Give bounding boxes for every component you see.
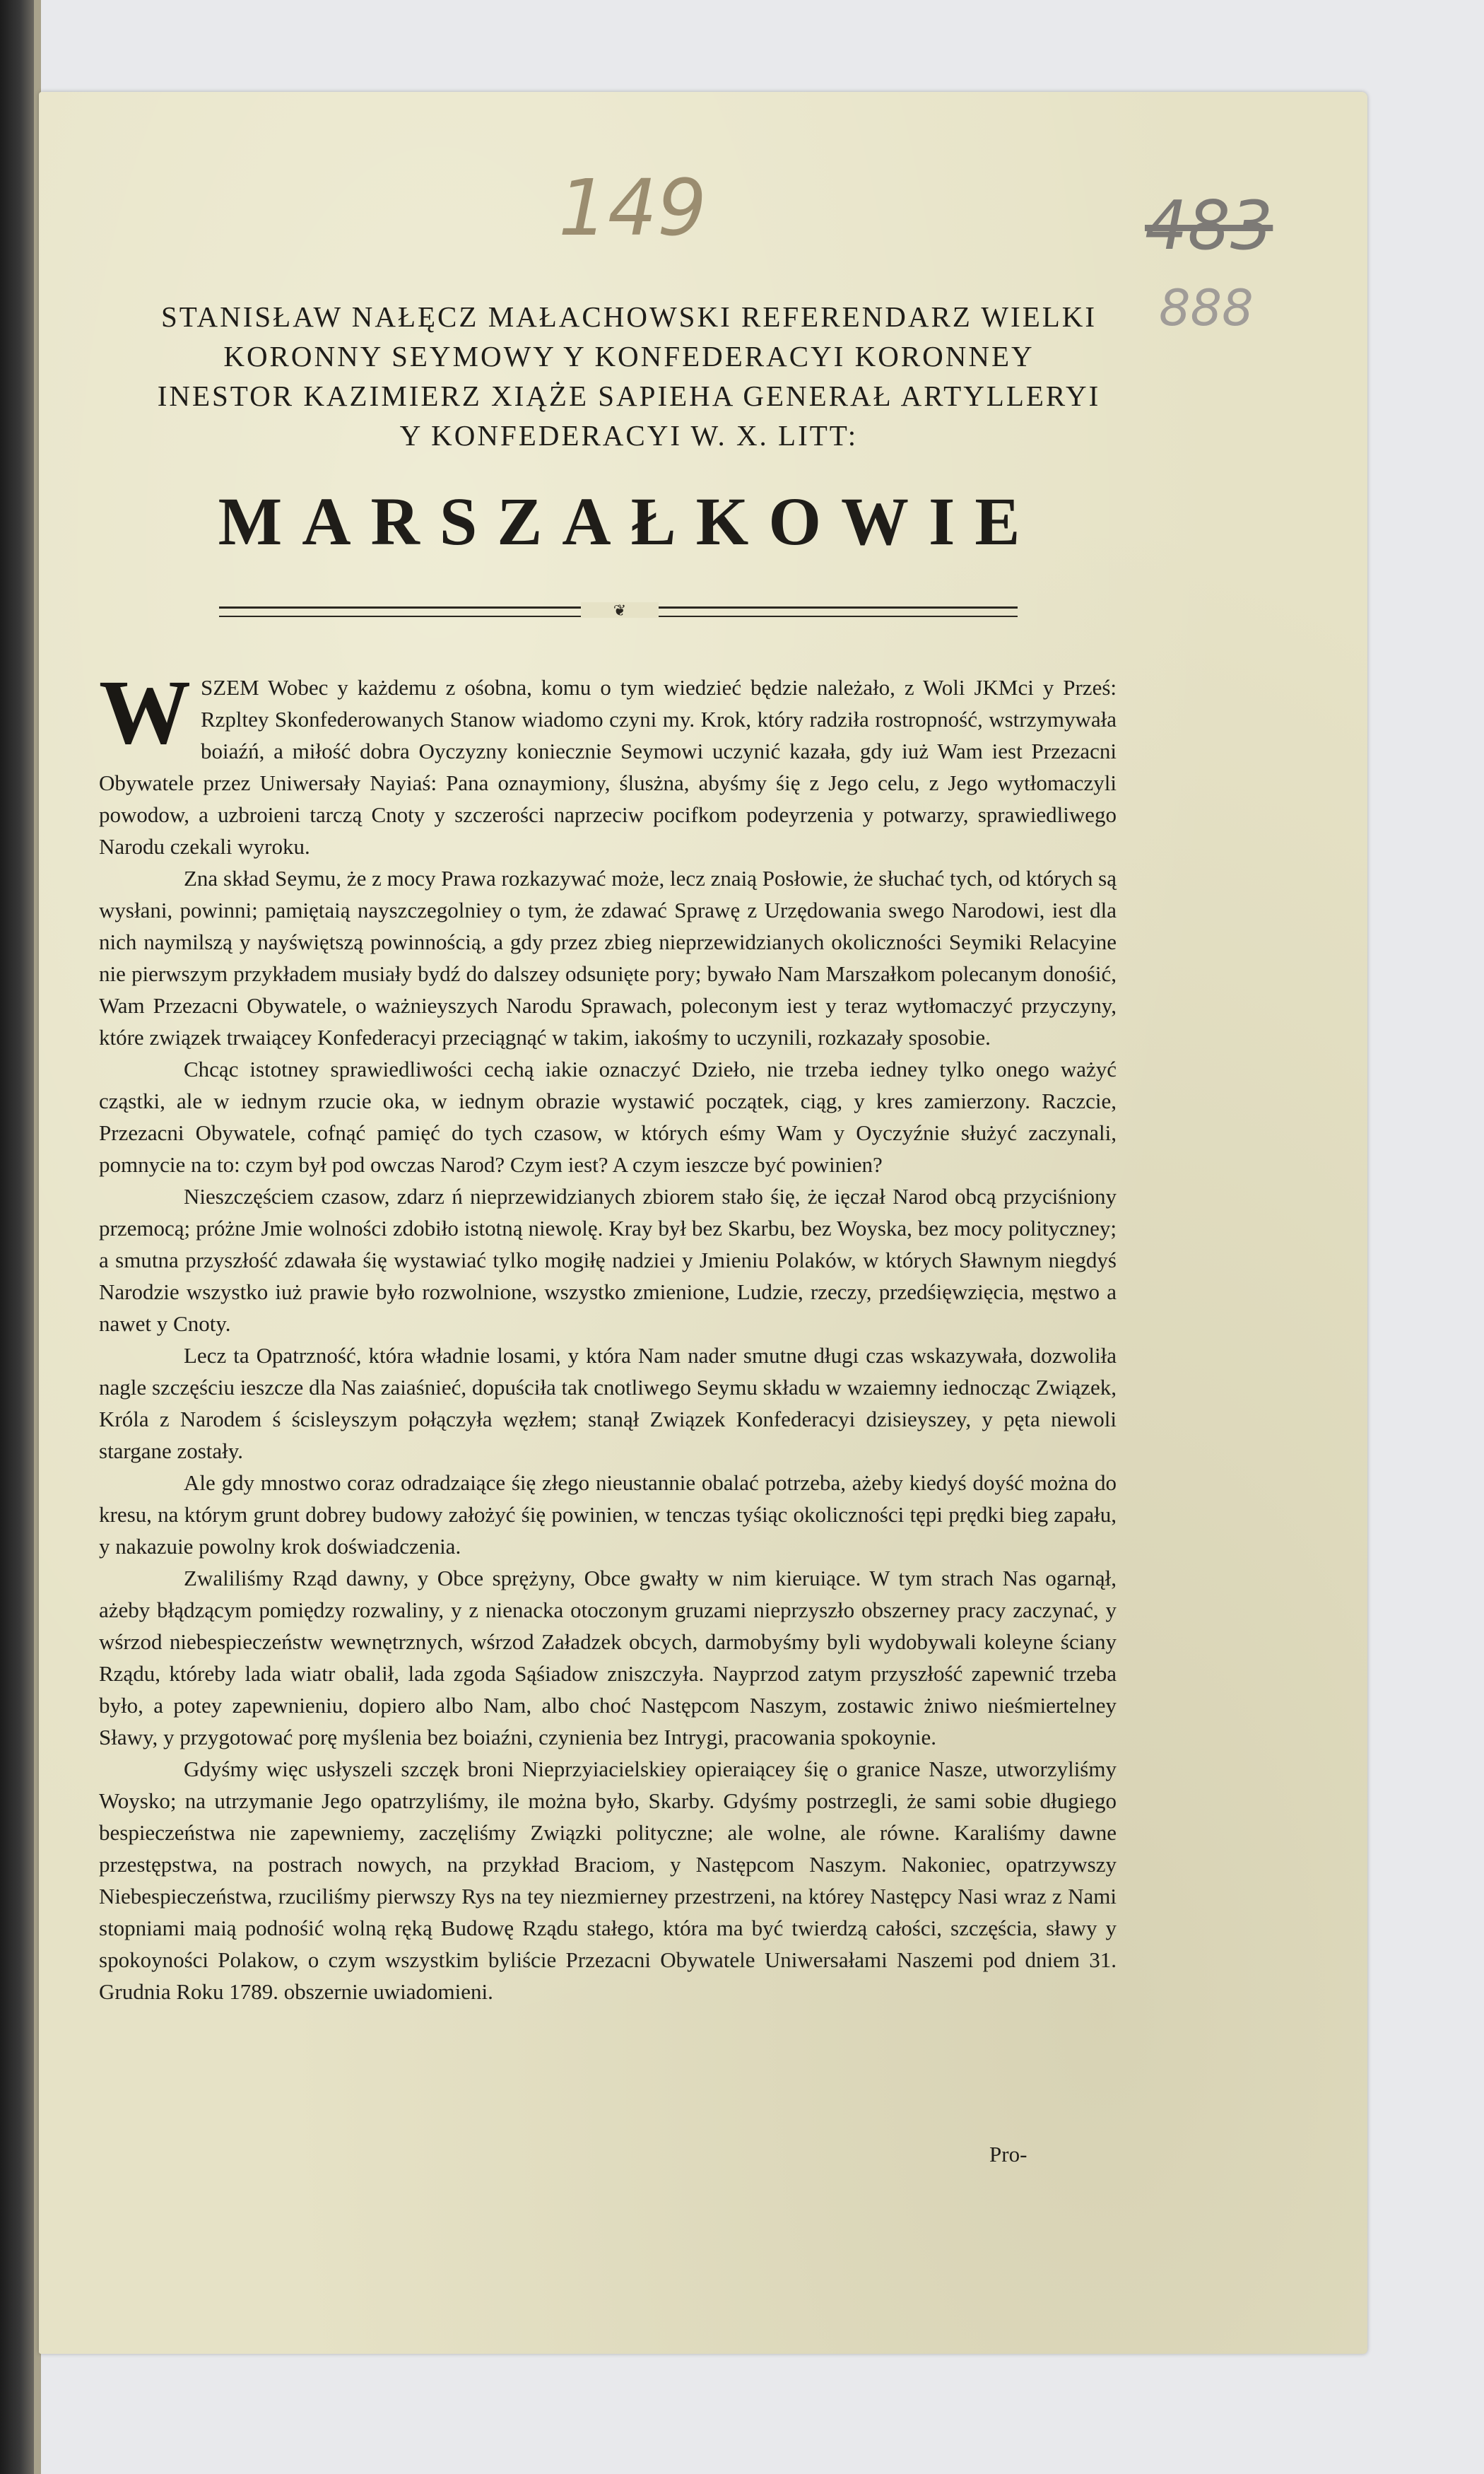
folio-annotation: 149 [558, 163, 707, 253]
old-number-annotation: 483 [1145, 187, 1273, 265]
paragraph-5: Lecz ta Opatrzność, która władnie losami, y która Nam nader smutne długi czas wskazywała, dozwoliła nagle szczęściu ieszcze dla Nas zaiaśnieć, dopuściła tak cnotliwego Seymu składu w wzaiemny iednocząc Związek, Króla z Narodem ś ścisleyszym połączyła węzłem; stanął Związek Konfederacyi dzisieyszey, y pęta niewoli stargane zostały. [99, 1343, 1117, 1463]
rule-ornament-icon: ❦ [581, 602, 659, 618]
paragraph-7: Zwaliliśmy Rząd dawny, y Obce sprężyny, Obce gwałty w nim kieruiące. W tym strach Nas ogarnął, ażeby błądzącym pomiędzy rozwaliny, y z nienacka otoczonym gruzami nieprzyszło obszerney pracy zaczynać, y wśrzod niebespieczeństw wewnętrznych, wśrzod Załadzek obcych, darmobyśmy byli wydobywali koleyne ściany Rządu, któreby lada wiatr obalił, lada zgoda Sąśiadow zniszczyła. Nayprzod zatym przyszłość zapewnić trzeba było, a potey zapewnieniu, dopiero albo Nam, albo choć Następcom Naszym, zostawic żniwo nieśmiertelney Sławy, y przygotować porę myślenia bez boiaźni, czynienia bez Intrygi, pracowania spokoynie. [99, 1566, 1117, 1749]
paragraph-2: Zna skład Seymu, że z mocy Prawa rozkazywać może, lecz znaią Posłowie, że słuchać tych, od których są wysłani, powinni; pamiętaią nayszczegolniey o tym, że zdawać Sprawę z Urzędowania swego Narodowi, iest dla nich naymilszą y nayświętszą powinnością, a gdy przez zbieg nieprzewidzianych okoliczności Seymiki Relacyine nie pierwszym przykładem musiały bydź do dalszey odsunięte pory; bywało Nam Marszałkom polecanym donośić, Wam Przezacni Obywatele, o ważnieyszych Narodu Sprawach, poleconym iest y teraz wytłomaczyć przyczyny, które związek trwaiącey Konfederacyi przeciągnąć w takim, iakośmy to uczynili, rozkazały sposobie. [99, 866, 1117, 1050]
document-heading [99, 297, 1159, 561]
document-body [99, 662, 1117, 2007]
paragraph-1 [99, 662, 1117, 862]
heading-line-2: KORONNY SEYMOWY Y KONFEDERACYI KORONNEY [223, 340, 1035, 373]
paragraph-4: Nieszczęściem czasow, zdarz ń nieprzewidzianych zbiorem stało śię, że ięczał Narod obcą przyciśniony przemocą; próżne Jmie wolności zdobiło istotną niewolę. Kray był bez Skarbu, bez Woyska, bez mocy polityczney; a smutna przyszłość zdawała śię wystawiać tylko mogiłę nadziei y Jmieniu Polaków, w których Sławnym niegdyś Narodzie wszystko iuż prawie było rozwolnione, wszystko zmienione, Ludzie, rzeczy, przedśięwzięcia, męstwo a nawet y Cnoty. [99, 1184, 1117, 1336]
number-annotation: 888 [1159, 279, 1254, 337]
book-binding [0, 0, 34, 2474]
paragraph-6: Ale gdy mnostwo coraz odradzaiące śię złego nieustannie obalać potrzeba, ażeby kiedyś doyść można do kresu, na którym grunt dobrey budowy założyć śię powinien, w tenczas tyśiąc okoliczności tępi prędki bieg zapału, y nakazuie powolny krok doświadczenia. [99, 1470, 1117, 1559]
heading-line-3: INESTOR KAZIMIERZ XIĄŻE SAPIEHA GENERAŁ ARTYLLERYI [157, 380, 1101, 412]
heading-line-1: STANISŁAW NAŁĘCZ MAŁACHOWSKI REFERENDARZ WIELKI [160, 300, 1097, 333]
document-title: MARSZAŁKOWIE [218, 483, 1040, 559]
drop-cap: W [99, 662, 191, 763]
heading-line-4: Y KONFEDERACYI W. X. LITT: [399, 419, 859, 452]
catchword: Pro- [989, 2142, 1027, 2167]
paragraph-3: Chcąc istotney sprawiedliwości cechą iakie oznaczyć Dzieło, nie trzeba iedney tylko onego ważyć cząstki, ale w iednym rzucie oka, w iednym obrazie wystawić początek, ciąg, y kres zamierzony. Raczcie, Przezacni Obywatele, cofnąć pamięć do tych czasow, w których eśmy Wam y Oyczyźnie służyć zaczynali, pomnycie na to: czym był pod owczas Narod? Czym iest? A czym ieszcze być powinien? [99, 1057, 1117, 1177]
paragraph-8: Gdyśmy więc usłyszeli szczęk broni Nieprzyiacielskiey opieraiącey śię o granice Nasze, utworzyliśmy Woysko; na utrzymanie Jego opatrzyliśmy, ile można było, Skarby. Gdyśmy postrzegli, że sami sobie długiego bespieczeństwa nie zapewniemy, zaczęliśmy Związki polityczne; ale wolne, ale równe. Karaliśmy dawne przestępstwa, na postrach nowych, na przykład Braciom, y Następcom Naszym. Nakoniec, opatrzywszy Niebespieczeństwa, rzuciliśmy pierwszy Rys na tey niezmierney przestrzeni, na którey Następcy Nasi wraz z Nami stopniami maią podnośić wolną ręką Budowę Rządu stałego, która ma być twierdzą całości, szczęścia, sławy y spokoyności Polakow, o czym wszystkim byliście Przezacni Obywatele Uniwersałami Naszemi pod dniem 31. Grudnia Roku 1789. obszernie uwiadomieni. [99, 1757, 1117, 2004]
paragraph-1-text: SZEM Wobec y każdemu z ośobna, komu o tym wiedzieć będzie należało, z Woli JKMci y Prześ: Rzpltey Skonfederowanych Stanow wiadomo czyni my. Krok, który radziła rostropność, wstrzymywała boiaźń, a miłość dobra Oyczyzny koniecznie Seymowi uczynić kazała, gdy iuż Wam iest Przezacni Obywatele przez Uniwersały Nayiaś: Pana oznaymiony, ślusżna, abyśmy śię z Jego celu, z Jego wytłomaczyli powodow, a uzbroieni tarczą Cnoty y szczerości naprzeciw pocifkom podeyrzenia y potwarzy, sprawiedliwego Narodu czekali wyroku. [99, 675, 1117, 859]
